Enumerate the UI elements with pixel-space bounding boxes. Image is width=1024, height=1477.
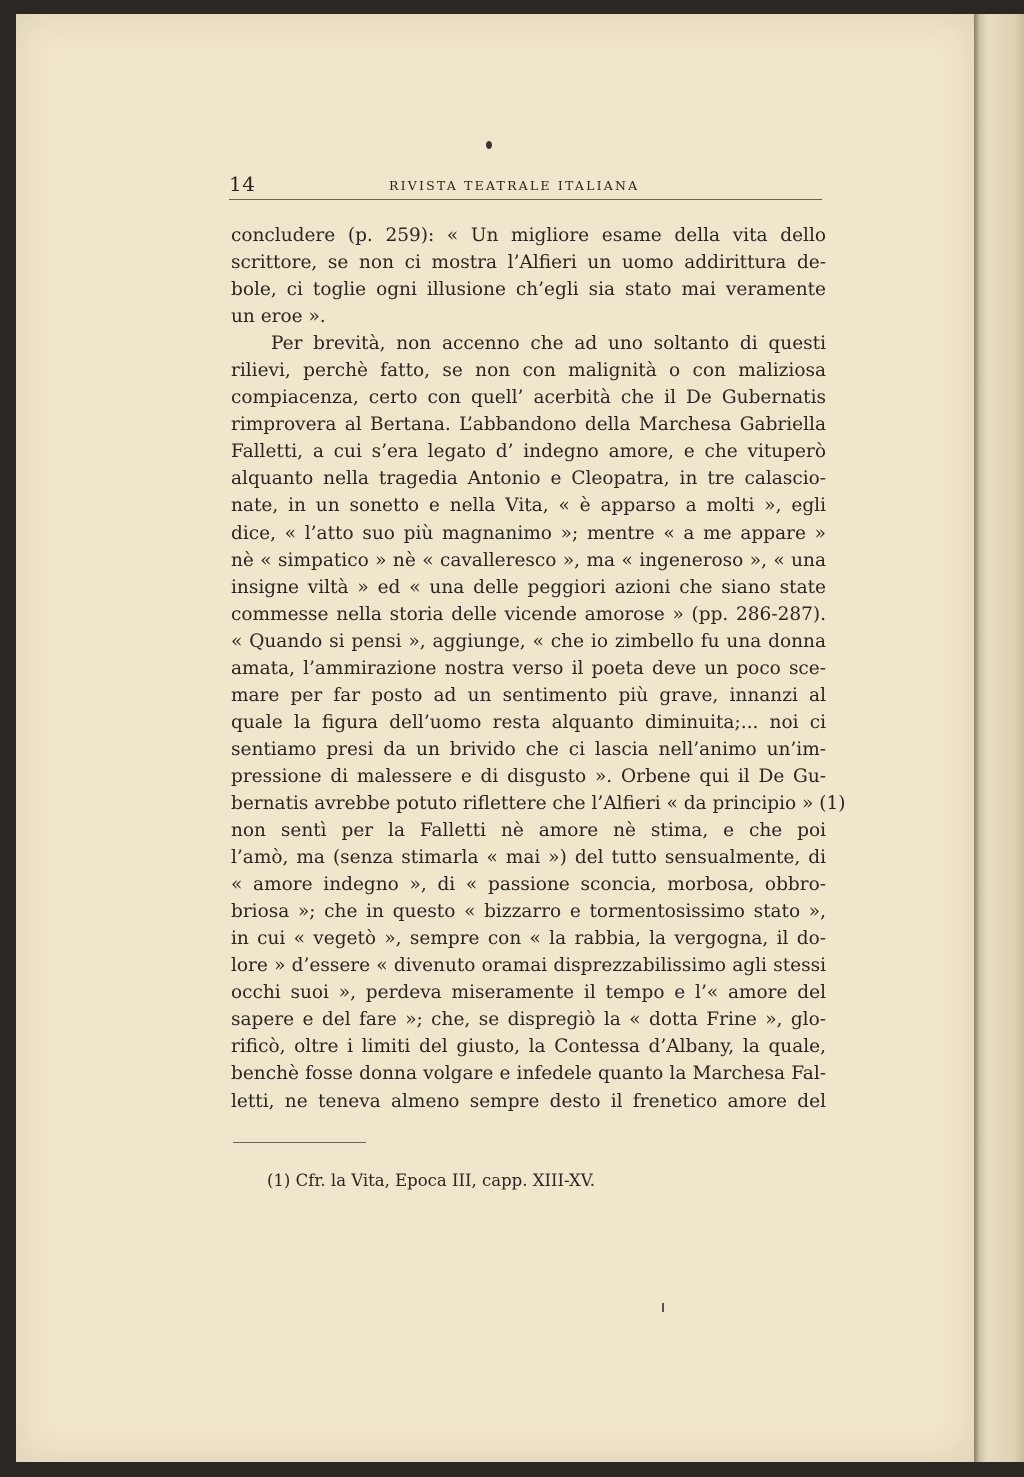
text-line: l’amò, ma (senza stimarla « mai ») del tutto sensualmente, di	[231, 847, 826, 869]
text-line: nè « simpatico » nè « cavalleresco », ma « ingeneroso », « una	[231, 549, 826, 571]
text-line: rilievi, perchè fatto, se non con malignità o con maliziosa	[231, 360, 826, 382]
header-rule	[229, 199, 822, 200]
text-line: occhi suoi », perdeva miseramente il tempo e l’« amore del	[231, 982, 826, 1004]
text-line: quale la figura dell’uomo resta alquanto diminuita;... noi ci	[231, 711, 826, 733]
text-line: in cui « vegetò », sempre con « la rabbia, la vergogna, il do-	[231, 928, 826, 950]
text-line: sentiamo presi da un brivido che ci lascia nell’animo un’im-	[231, 738, 826, 760]
text-line: benchè fosse donna volgare e infedele quanto la Marchesa Fal-	[231, 1063, 826, 1085]
text-line: commesse nella storia delle vicende amorose » (pp. 286-287).	[231, 603, 826, 625]
text-line: rimprovera al Bertana. L’abbandono della Marchesa Gabriella	[231, 414, 826, 436]
ink-dot	[486, 141, 492, 149]
text-line: mare per far posto ad un sentimento più grave, innanzi al	[231, 684, 826, 706]
text-line: bole, ci toglie ogni illusione ch’egli sia stato mai veramente	[231, 279, 826, 301]
footnote-rule	[233, 1142, 366, 1143]
text-line: pressione di malessere e di disgusto ». Orbene qui il De Gu-	[231, 765, 826, 787]
body-text	[231, 222, 846, 1115]
text-line: non sentì per la Falletti nè amore nè stima, e che poi	[231, 820, 826, 842]
text-line: rificò, oltre i limiti del giusto, la Contessa d’Albany, la quale,	[231, 1036, 826, 1058]
text-line: bernatis avrebbe potuto riflettere che l’Alfieri « da principio » (1)	[231, 792, 846, 814]
running-header	[229, 172, 822, 198]
text-line: Per brevità, non accenno che ad uno soltanto di questi	[271, 333, 826, 355]
text-line: alquanto nella tragedia Antonio e Cleopatra, in tre calascio-	[231, 468, 826, 490]
text-line: Falletti, a cui s’era legato d’ indegno amore, e che vituperò	[231, 441, 826, 463]
footnote: (1) Cfr. la Vita, Epoca III, capp. XIII-XV.	[267, 1171, 596, 1190]
text-line: « amore indegno », di « passione sconcia, morbosa, obbro-	[231, 874, 826, 896]
text-line: insigne viltà » ed « una delle peggiori azioni che siano state	[231, 576, 826, 598]
text-line: nate, in un sonetto e nella Vita, « è apparso a molti », egli	[231, 495, 826, 517]
page-number: 14	[229, 172, 256, 196]
text-line: sapere e del fare »; che, se dispregiò la « dotta Frine », glo-	[231, 1009, 826, 1031]
text-line: un eroe ».	[231, 306, 326, 328]
text-line: amata, l’ammirazione nostra verso il poeta deve un poco sce-	[231, 657, 826, 679]
running-title: RIVISTA TEATRALE ITALIANA	[389, 178, 640, 193]
ink-speck	[662, 1303, 664, 1312]
text-line: lore » d’essere « divenuto oramai disprezzabilissimo agli stessi	[231, 955, 826, 977]
text-line: briosa »; che in questo « bizzarro e tormentosissimo stato »,	[231, 901, 826, 923]
adjacent-page-edge	[974, 14, 1024, 1462]
text-line: scrittore, se non ci mostra l’Alfieri un uomo addirittura de-	[231, 252, 826, 274]
text-line: dice, « l’atto suo più magnanimo »; mentre « a me appare »	[231, 522, 826, 544]
text-line: concludere (p. 259): « Un migliore esame della vita dello	[231, 225, 826, 246]
text-line: « Quando si pensi », aggiunge, « che io zimbello fu una donna	[231, 630, 826, 652]
text-line: compiacenza, certo con quell’ acerbità che il De Gubernatis	[231, 387, 826, 409]
text-line: letti, ne teneva almeno sempre desto il frenetico amore del	[231, 1090, 826, 1112]
